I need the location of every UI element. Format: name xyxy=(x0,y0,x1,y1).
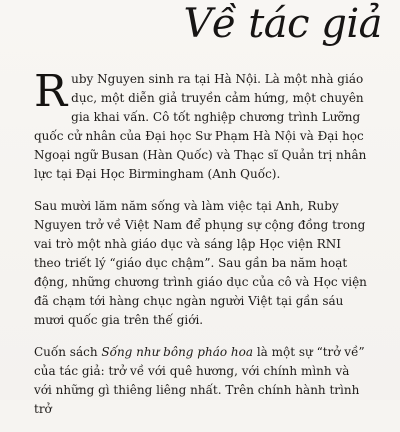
paragraph-1-text: uby Nguyen sinh ra tại Hà Nội. Là một nhà giáo dục, một diễn giả truyền cảm hứng, một chuyên gia khai vấn. Cô tốt nghiệp chương trình Lưỡng quốc cử nhân của Đại học Sư Phạm Hà Nội và Đại học Ngoại ngữ Busan (Hàn Quốc) và Thạc sĩ Quản trị nhân lực tại Đại Học Birmingham (Anh Quốc). xyxy=(34,72,367,181)
paragraph-2-text: Sau mười lăm năm sống và làm việc tại Anh, Ruby Nguyen trở về Việt Nam để phụng sự cộng đồng trong vai trò một nhà giáo dục và sáng lập Học viện RNI theo triết lý “giáo dục chậm”. Sau gần ba năm hoạt động, những chương trình giáo dục của cô và Học viện đã chạm tới hàng chục ngàn người Việt tại gần sáu mươi quốc gia trên thế giới. xyxy=(34,199,367,327)
paragraph-2 xyxy=(34,197,370,330)
paragraph-1 xyxy=(34,66,370,184)
paragraph-3-text-start: Cuốn sách xyxy=(34,345,102,359)
page-title: Về tác giả xyxy=(183,1,382,47)
drop-cap: R xyxy=(34,66,68,117)
book-title: Sống như bông pháo hoa xyxy=(101,345,254,359)
paragraph-3 xyxy=(34,343,370,419)
paragraph-3-text-end: là một sự “trở về” của tác giả: trở về với quê hương, với chính mình và với những gì thiêng liêng nhất. Trên chính hành trình trở xyxy=(34,345,365,416)
author-bio xyxy=(34,66,370,432)
